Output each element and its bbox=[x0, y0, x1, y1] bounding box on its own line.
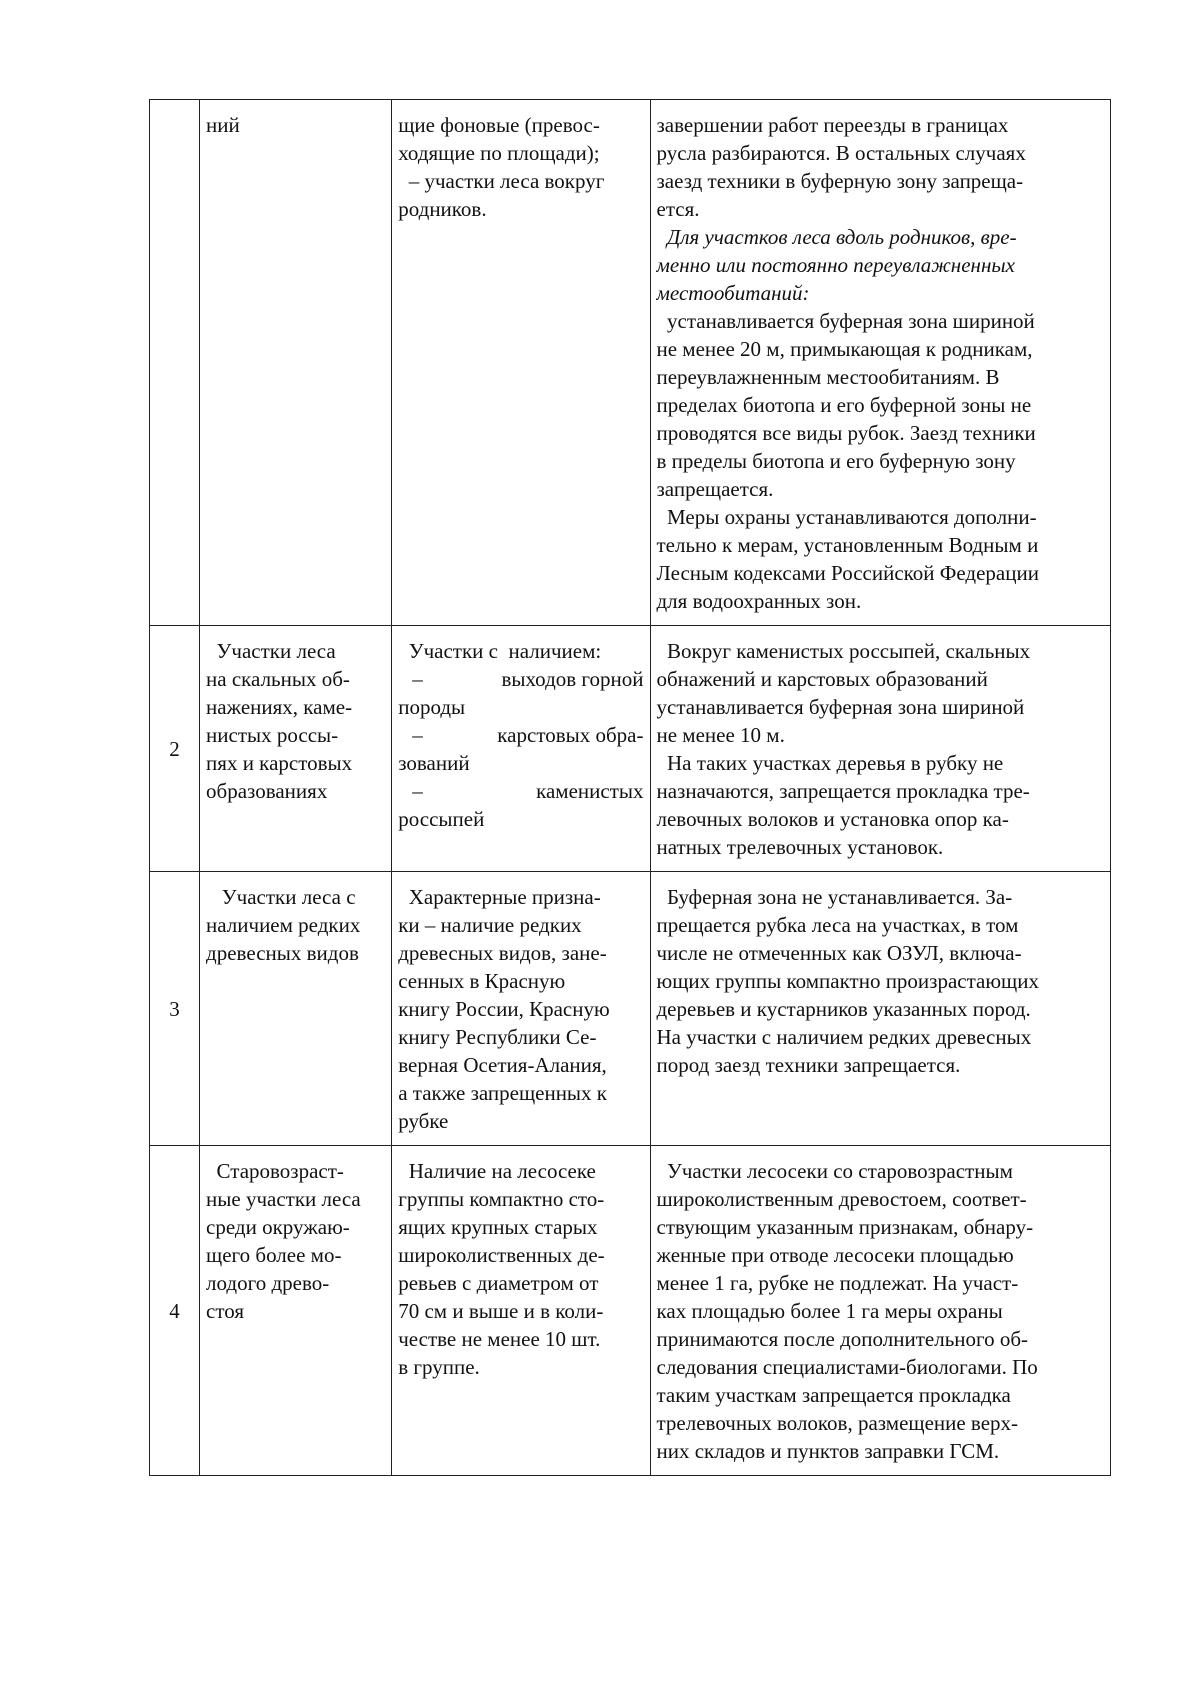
signs-cell bbox=[392, 1146, 650, 1476]
table-row bbox=[150, 100, 1111, 626]
text-line: Лесным кодексами Российской Федерации bbox=[656, 561, 1039, 585]
text-line: женные при отводе лесосеки площадью bbox=[656, 1243, 1014, 1267]
text-line: ки – наличие редких bbox=[398, 913, 582, 937]
table-row bbox=[150, 1146, 1111, 1476]
text-line: назначаются, запрещается прокладка тре- bbox=[656, 779, 1030, 803]
dash-item-text: каменистых bbox=[536, 779, 644, 803]
site-name-cell bbox=[200, 872, 392, 1146]
text-line: нистых россы- bbox=[206, 723, 339, 747]
measures-cell bbox=[650, 626, 1111, 872]
text-line: щего более мо- bbox=[206, 1243, 342, 1267]
text-line: числе не отмеченных как ОЗУЛ, включа- bbox=[656, 941, 1022, 965]
text-line: Меры охраны устанавливаются дополни- bbox=[656, 505, 1037, 529]
text-line: книгу России, Красную bbox=[398, 997, 610, 1021]
text-line: верная Осетия-Алания, bbox=[398, 1053, 607, 1077]
text-line: трелевочных волоков, размещение верх- bbox=[656, 1411, 1019, 1435]
signs-cell bbox=[392, 100, 650, 626]
text-line: Участки леса bbox=[206, 639, 336, 663]
dash-item-text: карстовых обра- bbox=[497, 723, 644, 747]
signs-cell bbox=[392, 626, 650, 872]
text-line: пород заезд техники запрещается. bbox=[656, 1053, 961, 1077]
text-line: нажениях, каме- bbox=[206, 695, 353, 719]
site-name-cell bbox=[200, 626, 392, 872]
text-line: заезд техники в буферную зону запреща- bbox=[656, 169, 1024, 193]
text-line: ящих крупных старых bbox=[398, 1215, 598, 1239]
text-line: ется. bbox=[656, 197, 700, 221]
text-line: – участки леса вокруг bbox=[398, 169, 605, 193]
row-number: 2 bbox=[150, 626, 200, 872]
text-line: ные участки леса bbox=[206, 1187, 361, 1211]
text-line: завершении работ переезды в границах bbox=[656, 113, 1009, 137]
text-line: стоя bbox=[206, 1299, 245, 1323]
dash-list-item bbox=[398, 777, 643, 805]
text-line: устанавливается буферная зона шириной bbox=[656, 309, 1035, 333]
row-number bbox=[150, 100, 200, 626]
text-line: принимаются после дополнительного об- bbox=[656, 1327, 1029, 1351]
text-line: русла разбираются. В остальных случаях bbox=[656, 141, 1026, 165]
text-line: не менее 20 м, примыкающая к родникам, bbox=[656, 337, 1033, 361]
text-line: Наличие на лесосеке bbox=[398, 1159, 596, 1183]
measures-cell bbox=[650, 100, 1111, 626]
dash-marker: – bbox=[412, 779, 423, 803]
measures-cell bbox=[650, 1146, 1111, 1476]
text-line: обнажений и карстовых образований bbox=[656, 667, 988, 691]
text-line: Буферная зона не устанавливается. За- bbox=[656, 885, 1013, 909]
text-line: родников. bbox=[398, 197, 487, 221]
text-line: проводятся все виды рубок. Заезд техники bbox=[656, 421, 1036, 445]
text-line: сенных в Красную bbox=[398, 969, 566, 993]
text-line: Участки лесосеки со старовозрастным bbox=[656, 1159, 1013, 1183]
dash-list-item bbox=[398, 721, 643, 749]
dash-item-text: выходов горной bbox=[501, 667, 644, 691]
text-line: ходящие по площади); bbox=[398, 141, 600, 165]
biotope-table bbox=[149, 99, 1111, 1476]
text-line: наличием редких bbox=[206, 913, 361, 937]
signs-cell bbox=[392, 872, 650, 1146]
text-line: ревьев с диаметром от bbox=[398, 1271, 599, 1295]
text-line: пределах биотопа и его буферной зоны не bbox=[656, 393, 1032, 417]
text-line: На таких участках деревья в рубку не bbox=[656, 751, 1004, 775]
text-line: местообитаний: bbox=[656, 281, 810, 305]
text-line: в пределы биотопа и его буферную зону bbox=[656, 449, 1016, 473]
text-line: образованиях bbox=[206, 779, 328, 803]
text-line: Характерные призна- bbox=[398, 885, 601, 909]
text-line: менее 1 га, рубке не подлежат. На участ- bbox=[656, 1271, 1019, 1295]
text-line: 70 см и выше и в коли- bbox=[398, 1299, 604, 1323]
text-line: устанавливается буферная зона шириной bbox=[656, 695, 1025, 719]
text-line: древесных видов bbox=[206, 941, 359, 965]
table-row bbox=[150, 872, 1111, 1146]
text-line: россыпей bbox=[398, 807, 485, 831]
text-line: на скальных об- bbox=[206, 667, 350, 691]
text-line: рубке bbox=[398, 1109, 449, 1133]
dash-list-item bbox=[398, 665, 643, 693]
text-line: Для участков леса вдоль родников, вре- bbox=[656, 225, 1017, 249]
text-line: щие фоновые (превос- bbox=[398, 113, 600, 137]
text-line: группы компактно сто- bbox=[398, 1187, 605, 1211]
text-line: левочных волоков и установка опор ка- bbox=[656, 807, 1009, 831]
row-number: 4 bbox=[150, 1146, 200, 1476]
text-line: среди окружаю- bbox=[206, 1215, 350, 1239]
text-line: лодого древо- bbox=[206, 1271, 330, 1295]
text-line: натных трелевочных установок. bbox=[656, 835, 944, 859]
text-line: зований bbox=[398, 751, 470, 775]
measures-cell bbox=[650, 872, 1111, 1146]
text-line: в группе. bbox=[398, 1355, 480, 1379]
text-line: книгу Республики Се- bbox=[398, 1025, 597, 1049]
text-line: честве не менее 10 шт. bbox=[398, 1327, 601, 1351]
text-line: На участки с наличием редких древесных bbox=[656, 1025, 1032, 1049]
dash-marker: – bbox=[412, 667, 423, 691]
text-line: древесных видов, зане- bbox=[398, 941, 607, 965]
text-line: а также запрещенных к bbox=[398, 1081, 607, 1105]
table-body bbox=[150, 100, 1111, 1476]
text-line: широколиственных де- bbox=[398, 1243, 605, 1267]
text-line: них складов и пунктов заправки ГСМ. bbox=[656, 1439, 1000, 1463]
site-name-cell bbox=[200, 1146, 392, 1476]
text-line: широколиственным древостоем, соответ- bbox=[656, 1187, 1027, 1211]
text-line: тельно к мерам, установленным Водным и bbox=[656, 533, 1039, 557]
row-number: 3 bbox=[150, 872, 200, 1146]
text-line: породы bbox=[398, 695, 466, 719]
text-line: менно или постоянно переувлажненных bbox=[656, 253, 1015, 277]
text-line: следования специалистами-биологами. По bbox=[656, 1355, 1038, 1379]
dash-marker: – bbox=[412, 723, 423, 747]
text-line: пях и карстовых bbox=[206, 751, 353, 775]
text-line: ках площадью более 1 га меры охраны bbox=[656, 1299, 1003, 1323]
text-line: прещается рубка леса на участках, в том bbox=[656, 913, 1019, 937]
text-line: деревьев и кустарников указанных пород. bbox=[656, 997, 1031, 1021]
text-line: для водоохранных зон. bbox=[656, 589, 862, 613]
text-line: Старовозраст- bbox=[206, 1159, 344, 1183]
text-line: ствующим указанным признакам, обнару- bbox=[656, 1215, 1034, 1239]
text-line: запрещается. bbox=[656, 477, 774, 501]
text-line: переувлажненным местообитаниям. В bbox=[656, 365, 1000, 389]
text-line: ющих группы компактно произрастающих bbox=[656, 969, 1039, 993]
text-line: Вокруг каменистых россыпей, скальных bbox=[656, 639, 1031, 663]
text-line: ний bbox=[206, 113, 240, 137]
table-row bbox=[150, 626, 1111, 872]
text-line: Участки леса с bbox=[206, 885, 356, 909]
text-line: Участки с наличием: bbox=[398, 639, 602, 663]
site-name-cell bbox=[200, 100, 392, 626]
text-line: не менее 10 м. bbox=[656, 723, 785, 747]
text-line: таким участкам запрещается прокладка bbox=[656, 1383, 1011, 1407]
